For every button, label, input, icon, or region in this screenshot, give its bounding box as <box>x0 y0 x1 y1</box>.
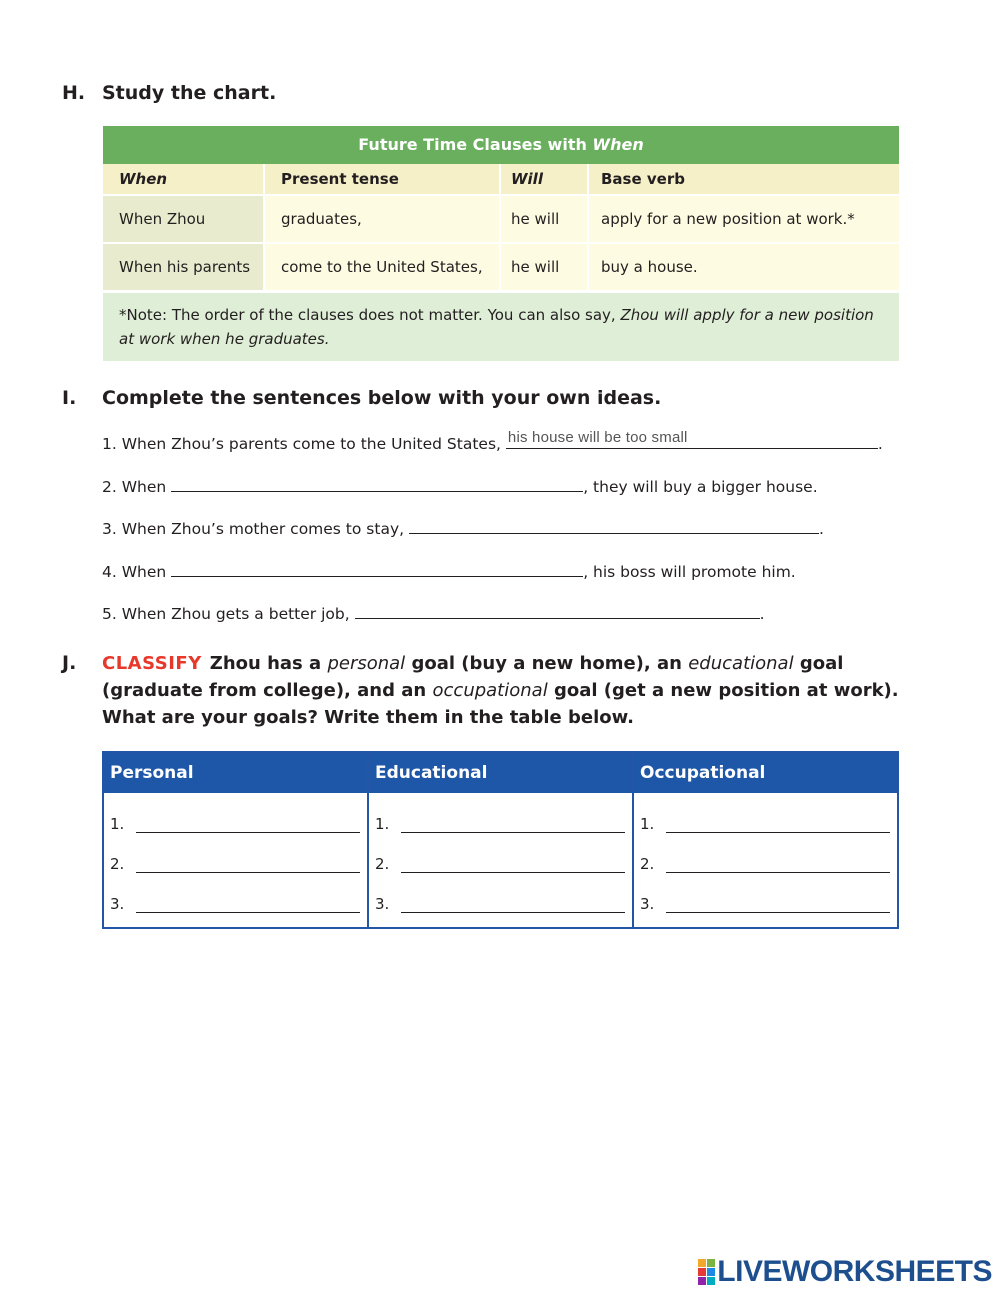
chart-cell: apply for a new position at work.* <box>587 196 899 242</box>
chart-header-row <box>103 164 899 194</box>
goal-input[interactable] <box>401 898 625 913</box>
answer-blank-3[interactable] <box>409 517 819 534</box>
answer-blank-1[interactable] <box>506 429 878 449</box>
chart-grid <box>103 164 899 293</box>
chart-header-base-verb: Base verb <box>587 164 899 194</box>
future-time-clauses-chart <box>103 126 899 361</box>
logo-square <box>707 1277 715 1285</box>
goal-input[interactable] <box>666 858 890 873</box>
section-h-heading <box>62 82 276 104</box>
chart-cell: graduates, <box>263 196 499 242</box>
sentence-item-5: 5. When Zhou gets a better job, . <box>102 602 765 623</box>
logo-square <box>707 1268 715 1276</box>
chart-row <box>103 242 899 290</box>
classify-label: CLASSIFY <box>102 653 202 674</box>
goal-line: 2. <box>634 833 897 873</box>
chart-cell: he will <box>499 196 587 242</box>
chart-cell: When his parents <box>103 244 263 290</box>
chart-title: Future Time Clauses with When <box>103 126 899 164</box>
section-h-title: Study the chart. <box>102 82 277 104</box>
goals-column-educational <box>367 753 632 927</box>
chart-row <box>103 194 899 242</box>
section-i-heading <box>62 387 661 409</box>
goal-line: 3. <box>634 873 897 913</box>
chart-header-present-tense: Present tense <box>263 164 499 194</box>
goal-line: 3. <box>104 873 367 913</box>
section-i-title: Complete the sentences below with your own ideas. <box>102 387 662 409</box>
logo-squares-icon <box>698 1259 715 1285</box>
liveworksheets-logo <box>698 1255 992 1289</box>
chart-cell: buy a house. <box>587 244 899 290</box>
goal-input[interactable] <box>136 898 360 913</box>
goal-line: 1. <box>104 793 367 833</box>
logo-square <box>698 1259 706 1267</box>
goals-column-occupational <box>632 753 897 927</box>
sentence-item-3: 3. When Zhou’s mother comes to stay, . <box>102 517 824 538</box>
goal-line: 1. <box>634 793 897 833</box>
logo-square <box>698 1268 706 1276</box>
goal-input[interactable] <box>401 858 625 873</box>
answer-blank-5[interactable] <box>355 602 760 619</box>
logo-text: LIVEWORKSHEETS <box>717 1255 992 1288</box>
goals-header-educational: Educational <box>369 753 632 793</box>
goal-line: 2. <box>104 833 367 873</box>
section-j-letter: J. <box>62 652 77 674</box>
sentence-item-1: 1. When Zhou’s parents come to the United States, his house will be too small . <box>102 429 883 453</box>
goal-line: 2. <box>369 833 632 873</box>
goals-header-personal: Personal <box>104 753 367 793</box>
chart-note: *Note: The order of the clauses does not matter. You can also say, Zhou will apply for a new position at work when he graduates. <box>103 293 899 361</box>
answer-blank-2[interactable] <box>171 475 583 492</box>
section-h-letter: H. <box>62 82 86 104</box>
logo-square <box>698 1277 706 1285</box>
goal-line: 3. <box>369 873 632 913</box>
section-i-letter: I. <box>62 387 77 409</box>
goal-input[interactable] <box>136 818 360 833</box>
logo-square <box>707 1259 715 1267</box>
section-j-instructions: CLASSIFY Zhou has a personal goal (buy a new home), an educational goal (graduate from college), and an occupational goal (get a new position at work). What are your goals? Write them in the table below. <box>102 653 899 728</box>
chart-cell: he will <box>499 244 587 290</box>
answer-text-1[interactable]: his house will be too small <box>507 429 688 446</box>
goal-input[interactable] <box>666 818 890 833</box>
goals-header-occupational: Occupational <box>634 753 897 793</box>
chart-cell: When Zhou <box>103 196 263 242</box>
goals-table <box>102 751 899 929</box>
sentence-item-2: 2. When , they will buy a bigger house. <box>102 475 818 496</box>
answer-blank-4[interactable] <box>171 560 583 577</box>
chart-cell: come to the United States, <box>263 244 499 290</box>
goal-input[interactable] <box>666 898 890 913</box>
chart-header-when: When <box>103 164 263 194</box>
sentence-item-4: 4. When , his boss will promote him. <box>102 560 796 581</box>
goal-input[interactable] <box>136 858 360 873</box>
chart-header-will: Will <box>499 164 587 194</box>
goal-line: 1. <box>369 793 632 833</box>
goal-input[interactable] <box>401 818 625 833</box>
goals-column-personal <box>104 753 367 927</box>
